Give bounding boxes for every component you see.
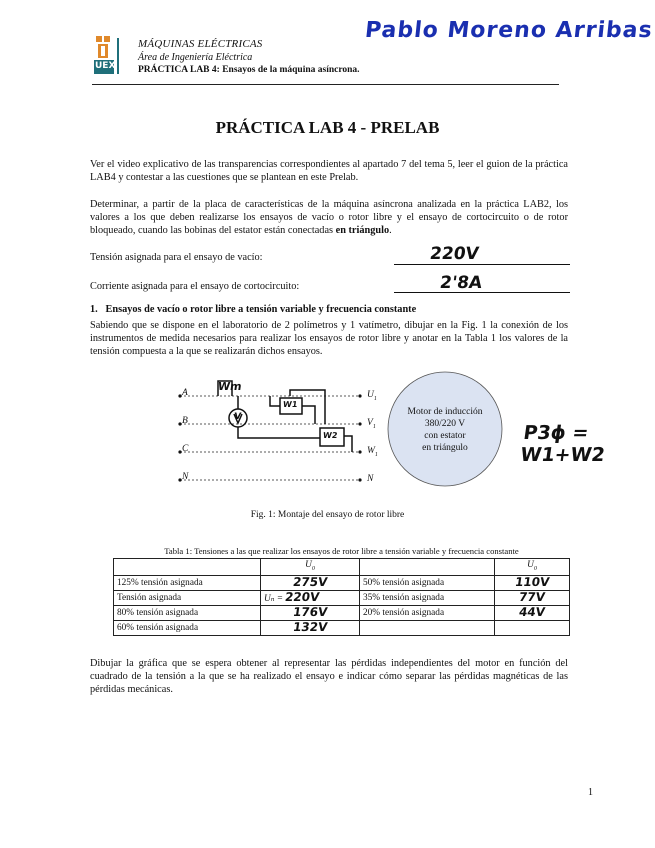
row1-left-answer: 275V <box>291 574 329 589</box>
table-row <box>114 590 570 605</box>
terminal-u-letter: U <box>367 390 374 400</box>
header-u0-right <box>495 559 570 576</box>
line-label-c: C <box>182 444 189 454</box>
header-u0-right-sub: 0 <box>533 565 537 572</box>
section-1-heading <box>90 304 416 315</box>
row1-right-answer: 110V <box>513 574 551 589</box>
row4-left-value <box>261 620 360 635</box>
motor-line-1: Motor de inducción <box>407 407 483 417</box>
header-empty-right <box>360 559 495 576</box>
header-u0-right-letter: U <box>527 560 534 570</box>
motor-line-2: 380/220 V <box>424 419 466 429</box>
header-area: Área de Ingeniería Eléctrica <box>138 52 253 63</box>
row2-right-value <box>495 590 570 605</box>
table-caption: Tabla 1: Tensiones a las que realizar los ensayos de rotor libre a tensión variable y frecuencia constante <box>164 546 519 556</box>
voltage-underline <box>394 264 570 265</box>
terminal-u1 <box>367 390 377 402</box>
row4-right-label <box>360 620 495 635</box>
logo-text: UEX <box>95 61 116 71</box>
voltage-answer: 220V <box>428 244 481 264</box>
figure-1 <box>170 366 645 506</box>
section-1-paragraph: Sabiendo que se dispone en el laboratorio de 2 polímetros y 1 vatímetro, dibujar en la Fig. 1 la conexión de los instrumentos de medida necesarios para realizar los ensayos de rotor libre y anotar en la Tabla 1 los valores de la tensión compuesta a la que se realizarán dichos ensayos. <box>90 320 568 357</box>
row3-left-label: 80% tensión asignada <box>114 605 261 620</box>
row1-right-label: 50% tensión asignada <box>360 575 495 590</box>
determine-text: Determinar, a partir de la placa de características de la máquina asíncrona analizada en la práctica LAB2, los valores a los que deben realizarse los ensayos de vacío o rotor libre y el ensayo de cortocircuito o de rotor bloqueado, cuando las bobinas del estator están conectadas <box>90 199 568 236</box>
row2-left-value <box>261 590 360 605</box>
line-label-b: B <box>182 416 188 426</box>
university-logo <box>92 34 124 78</box>
row1-left-label: 125% tensión asignada <box>114 575 261 590</box>
row3-right-label: 20% tensión asignada <box>360 605 495 620</box>
wattmeter-w1-label: W1 <box>282 400 299 409</box>
row4-left-answer: 132V <box>291 619 329 634</box>
line-label-a: A <box>182 388 188 398</box>
table-header-row <box>114 559 570 576</box>
determine-paragraph <box>90 198 568 237</box>
terminal-u-sub: 1 <box>373 395 377 402</box>
header-u0-left-sub: 0 <box>311 565 315 572</box>
header-practice-rest: : Ensayos de la máquina asíncrona. <box>216 65 360 75</box>
terminal-v1 <box>367 418 376 430</box>
table-row <box>114 605 570 620</box>
terminal-n: N <box>367 474 374 484</box>
header-u0-left <box>261 559 360 576</box>
section-1-title: Ensayos de vacío o rotor libre a tensión variable y frecuencia constante <box>105 304 417 315</box>
current-underline <box>394 292 570 293</box>
row3-right-value <box>495 605 570 620</box>
table-row <box>114 575 570 590</box>
page-number: 1 <box>588 787 593 798</box>
row1-left-value <box>261 575 360 590</box>
row2-left-answer: 220V <box>284 589 321 604</box>
header-rule <box>92 84 559 85</box>
motor-line-4: en triángulo <box>422 443 468 453</box>
row3-left-answer: 176V <box>291 604 329 619</box>
row1-right-value <box>495 575 570 590</box>
voltage-label: Tensión asignada para el ensayo de vacío: <box>90 252 263 263</box>
row3-left-value <box>261 605 360 620</box>
header-empty-left <box>114 559 261 576</box>
current-label: Corriente asignada para el ensayo de cortocircuito: <box>90 281 300 292</box>
intro-paragraph: Ver el video explicativo de las transparencias correspondientes al apartado 7 del tema 5, leer el guion de la práctica LAB4 y contestar a las cuestiones que se plantean en este Prelab. <box>90 159 568 183</box>
terminal-v-letter: V <box>367 418 373 428</box>
handwritten-signature: Pablo Moreno Arribas <box>363 18 654 43</box>
row4-right-value <box>495 620 570 635</box>
header-u0-left-letter: U <box>305 560 312 570</box>
header-course: MÁQUINAS ELÉCTRICAS <box>138 38 263 50</box>
voltage-table <box>113 558 570 636</box>
motor-line-3: con estator <box>424 431 466 441</box>
wattmeter-w2-label: W2 <box>322 431 339 440</box>
determine-end: . <box>389 225 392 236</box>
row4-left-label: 60% tensión asignada <box>114 620 261 635</box>
logo-icon <box>92 34 124 78</box>
voltmeter-label: V <box>233 412 242 422</box>
wattmeter-label: Wm <box>217 380 243 393</box>
section-1-number: 1. <box>90 304 98 315</box>
table-row <box>114 620 570 635</box>
row2-un-prefix: Uₙ = <box>264 593 284 604</box>
row2-right-label: 35% tensión asignada <box>360 590 495 605</box>
header-practice <box>138 65 360 75</box>
terminal-v-sub: 1 <box>372 423 376 430</box>
terminal-w-letter: W <box>367 446 375 456</box>
power-formula: P3ϕ = W1+W2 <box>518 422 607 466</box>
line-label-n: N <box>182 472 189 482</box>
row2-right-answer: 77V <box>518 589 546 604</box>
figure-caption: Fig. 1: Montaje del ensayo de rotor libre <box>250 510 405 520</box>
terminal-w1 <box>367 446 378 458</box>
row3-right-answer: 44V <box>518 604 546 619</box>
header-practice-bold: PRÁCTICA LAB 4 <box>138 65 217 75</box>
current-answer: 2'8A <box>438 273 484 293</box>
row2-left-label: Tensión asignada <box>114 590 261 605</box>
terminal-w-sub: 1 <box>374 451 378 458</box>
motor-label <box>392 406 498 454</box>
determine-bold: en triángulo <box>335 225 390 236</box>
final-paragraph: Dibujar la gráfica que se espera obtener al representar las pérdidas independientes del motor en función del cuadrado de la tensión a la que se ha realizado el ensayo e indicar cómo separar las pérdidas magnéticas de las pérdidas mecánicas. <box>90 658 568 695</box>
page-title: PRÁCTICA LAB 4 - PRELAB <box>215 118 440 137</box>
